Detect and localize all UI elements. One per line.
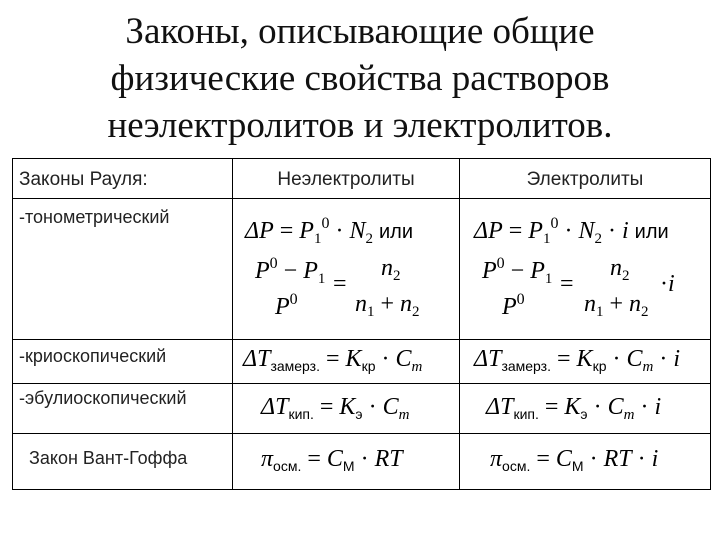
row-label-ebullioscopic: -эбулиоскопический xyxy=(19,388,187,408)
fraction2-denominator-electrolyte: $n_1 + n_2$ xyxy=(584,291,649,320)
header-electrolytes: Электролиты xyxy=(526,169,644,190)
formula-cryoscopic-electrolyte: $\Delta T_{замерз.} = K_{кр} \cdot C_m \cdot i$ xyxy=(474,346,681,375)
table-row-cryoscopic xyxy=(13,340,711,384)
table-row-tonometric xyxy=(13,199,711,340)
row-label-tonometric-cell xyxy=(13,199,233,340)
word-or: или xyxy=(634,221,669,243)
fraction2-numerator: $n_2$ xyxy=(381,255,401,284)
formula-vant-hoff-nonelectrolyte: $\pi_{осм.} = C_М$ · RT xyxy=(261,446,403,474)
header-nonelectrolytes: Неэлектролиты xyxy=(277,169,415,190)
slide-title xyxy=(0,8,720,149)
header-electrolytes-cell xyxy=(460,159,711,199)
row-label-ebullioscopic-cell xyxy=(13,384,233,434)
formula-cell-tonometric-nonelectrolyte xyxy=(233,199,460,340)
fraction-denominator-electrolyte: $P^0$ xyxy=(502,291,525,320)
fraction-numerator-electrolyte: $P^0 - P_1$ xyxy=(482,255,553,287)
row-label-cryoscopic: -криоскопический xyxy=(19,346,167,366)
row-label-vant-hoff-cell xyxy=(13,434,233,490)
row-label-tonometric: -тонометрический xyxy=(19,207,170,227)
table-row-vant-hoff xyxy=(13,434,711,490)
formula-raoult-electrolyte: $\Delta P = P_1^0 \cdot N_2 \cdot i$ или xyxy=(474,215,669,247)
formula-ebullioscopic-nonelectrolyte: $\Delta T_{кип.} = K_э \cdot C_m$ xyxy=(261,394,410,423)
formula-cell-ebullioscopic-nonelectrolyte xyxy=(233,384,460,434)
equals-sign: = xyxy=(333,271,347,297)
equals-sign: = xyxy=(560,271,574,297)
header-laws-cell xyxy=(13,159,233,199)
formula-raoult-nonelectrolyte: $\Delta P = P_1^0 \cdot N_2$ или xyxy=(245,215,413,247)
table-row-ebullioscopic xyxy=(13,384,711,434)
word-or: или xyxy=(378,221,413,243)
header-laws: Законы Рауля: xyxy=(19,169,148,190)
laws-table xyxy=(12,158,711,490)
title-line-1: Законы, описывающие общие xyxy=(125,11,595,52)
fraction-numerator-nonelectrolyte: $P^0 - P_1$ xyxy=(255,255,326,287)
row-label-vant-hoff: Закон Вант-Гоффа xyxy=(29,448,188,468)
formula-ebullioscopic-electrolyte: $\Delta T_{кип.} = K_э \cdot C_m \cdot i$ xyxy=(486,394,662,423)
fraction2-numerator-electrolyte: $n_2$ xyxy=(610,255,630,284)
header-nonelectrolytes-cell xyxy=(233,159,460,199)
formula-cryoscopic-nonelectrolyte: $\Delta T_{замерз.} = K_{кр} \cdot C_m$ xyxy=(243,346,423,375)
formula-vant-hoff-electrolyte: $\pi_{осм.} = C_М$ · RT · i xyxy=(490,446,659,474)
title-line-2: физические свойства растворов xyxy=(110,58,610,99)
formula-cell-vant-hoff-nonelectrolyte xyxy=(233,434,460,490)
title-line-3: неэлектролитов и электролитов. xyxy=(107,105,613,146)
fraction-denominator-nonelectrolyte: $P^0$ xyxy=(275,291,298,320)
formula-cell-vant-hoff-electrolyte xyxy=(460,434,711,490)
formula-cell-tonometric-electrolyte xyxy=(460,199,711,340)
formula-cell-cryoscopic-nonelectrolyte xyxy=(233,340,460,384)
row-label-cryoscopic-cell xyxy=(13,340,233,384)
formula-cell-cryoscopic-electrolyte xyxy=(460,340,711,384)
table-header-row xyxy=(13,159,711,199)
factor-i: ·i xyxy=(660,271,675,297)
formula-cell-ebullioscopic-electrolyte xyxy=(460,384,711,434)
fraction2-denominator: $n_1 + n_2$ xyxy=(355,291,420,320)
